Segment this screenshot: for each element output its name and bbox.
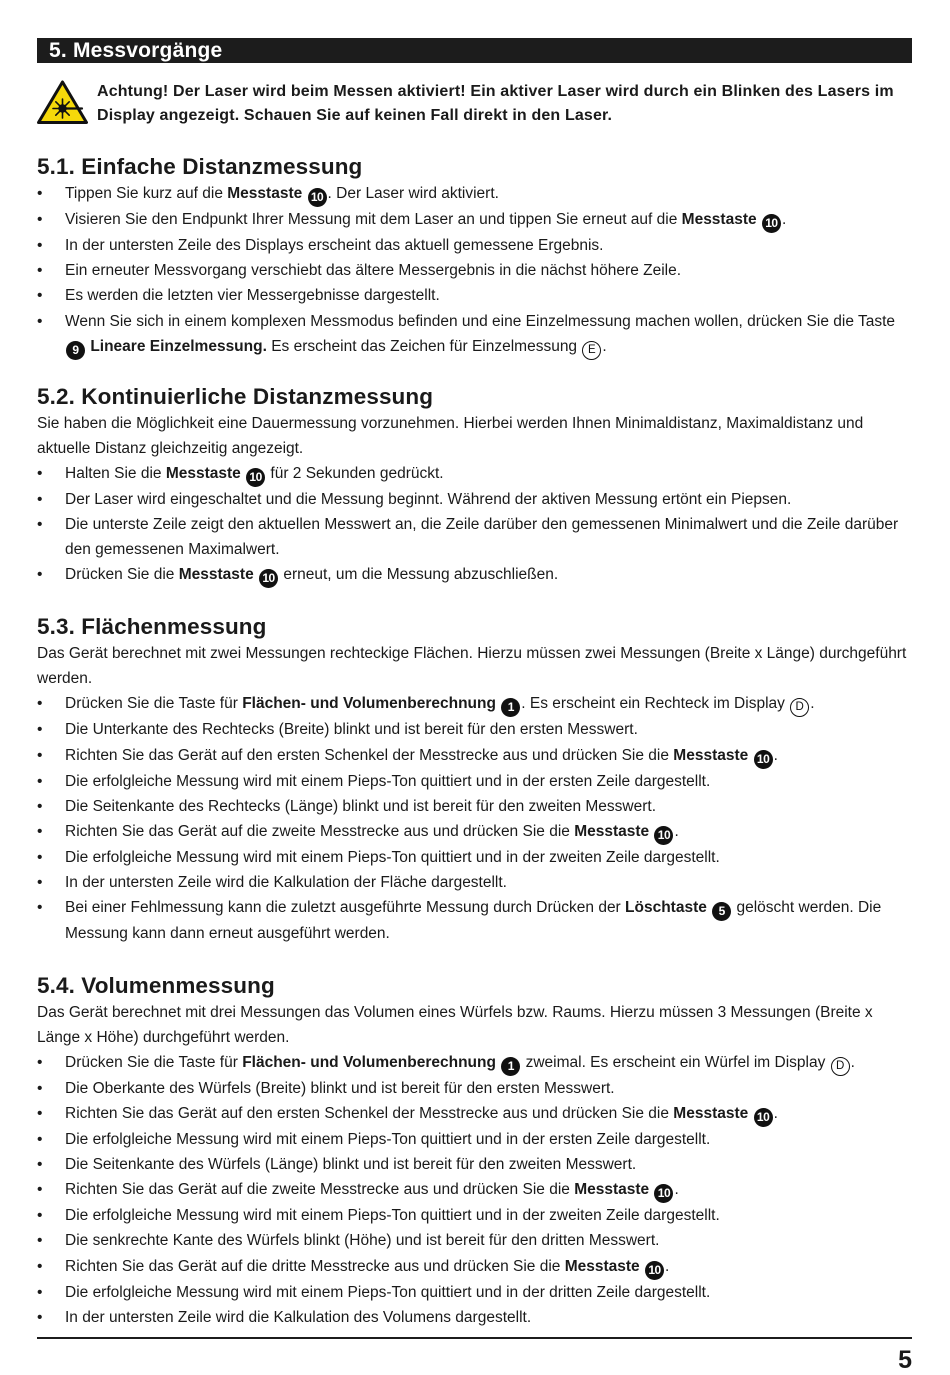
bold-term: Messtaste	[564, 1257, 640, 1275]
chapter-title-bar	[37, 38, 912, 63]
list-item: • In der untersten Zeile wird die Kalkulation der Fläche dargestellt.	[37, 870, 912, 895]
bullet-list	[37, 691, 912, 946]
key-number-badge: 10	[654, 1184, 673, 1203]
key-number-badge: 5	[712, 902, 731, 921]
key-number-badge: 1	[501, 698, 520, 717]
section-heading: 5.4. Volumenmessung	[37, 972, 275, 998]
section-heading: 5.3. Flächenmessung	[37, 614, 267, 640]
bold-term: Messtaste	[574, 823, 650, 841]
key-number-badge: 10	[246, 468, 265, 487]
display-letter-badge: E	[582, 341, 601, 360]
list-item: • Richten Sie das Gerät auf die zweite Messtrecke aus und drücken Sie die Messtaste 10 .	[37, 1177, 912, 1203]
list-item: • Die Seitenkante des Würfels (Länge) blinkt und ist bereit für den zweiten Messwert.	[37, 1152, 912, 1177]
list-item: • Die senkrechte Kante des Würfels blinkt (Höhe) und ist bereit für den dritten Messwert.	[37, 1228, 912, 1253]
key-number-badge: 10	[645, 1261, 664, 1280]
list-item: • Die erfolgleiche Messung wird mit einem Pieps-Ton quittiert und in der zweiten Zeile dargestellt.	[37, 845, 912, 870]
section-5-4	[37, 972, 912, 1330]
bold-term: Löschtaste	[625, 899, 707, 917]
section-heading: 5.1. Einfache Distanzmessung	[37, 154, 363, 179]
list-item: • Die Oberkante des Würfels (Breite) blinkt und ist bereit für den ersten Messwert.	[37, 1076, 912, 1101]
bold-term: Flächen- und Volumenberechnung	[242, 1053, 496, 1071]
list-item: • Tippen Sie kurz auf die Messtaste 10 . Der Laser wird aktiviert.	[37, 181, 912, 207]
list-item: • Die erfolgleiche Messung wird mit einem Pieps-Ton quittiert und in der ersten Zeile dargestellt.	[37, 1127, 912, 1152]
manual-page	[37, 38, 912, 1330]
bold-term: Flächen- und Volumenberechnung	[242, 695, 496, 713]
list-item: • Es werden die letzten vier Messergebnisse dargestellt.	[37, 283, 912, 308]
section-intro: Das Gerät berechnet mit zwei Messungen rechteckige Flächen. Hierzu müssen zwei Messungen (Breite x Länge) durchgeführt werden.	[37, 645, 907, 688]
list-item: • Die erfolgleiche Messung wird mit einem Pieps-Ton quittiert und in der zweiten Zeile dargestellt.	[37, 1203, 912, 1228]
bold-term: Messtaste	[178, 566, 254, 584]
laser-warning-icon	[37, 80, 88, 124]
list-item: • Drücken Sie die Taste für Flächen- und Volumenberechnung 1 zweimal. Es erscheint ein Würfel im Display D .	[37, 1050, 912, 1076]
list-item: • Richten Sie das Gerät auf die dritte Messtrecke aus und drücken Sie die Messtaste 10 .	[37, 1254, 912, 1280]
bold-term: Messtaste	[574, 1181, 650, 1199]
list-item: • Halten Sie die Messtaste 10 für 2 Sekunden gedrückt.	[37, 461, 912, 487]
warning-text: Achtung! Der Laser wird beim Messen aktiviert! Ein aktiver Laser wird durch ein Blinken des Lasers im Display angezeigt. Schauen Sie auf keinen Fall direkt in den Laser.	[97, 83, 894, 124]
list-item: • Die Seitenkante des Rechtecks (Länge) blinkt und ist bereit für den zweiten Messwert.	[37, 794, 912, 819]
key-number-badge: 1	[501, 1057, 520, 1076]
list-item: • Die erfolgleiche Messung wird mit einem Pieps-Ton quittiert und in der dritten Zeile dargestellt.	[37, 1280, 912, 1305]
list-item: • Wenn Sie sich in einem komplexen Messmodus befinden und eine Einzelmessung machen wollen, drücken Sie die Taste 9 Lineare Einzelmessung. Es erscheint das Zeichen für Einzelmessung E .	[37, 309, 912, 360]
key-number-badge: 10	[754, 750, 773, 769]
display-letter-badge: D	[831, 1057, 850, 1076]
section-intro: Das Gerät berechnet mit drei Messungen das Volumen eines Würfels bzw. Raums. Hierzu müssen 3 Messungen (Breite x Länge x Höhe) durchgeführt werden.	[37, 1003, 873, 1046]
list-item: • Die erfolgleiche Messung wird mit einem Pieps-Ton quittiert und in der ersten Zeile dargestellt.	[37, 769, 912, 794]
section-heading: 5.2. Kontinuierliche Distanzmessung	[37, 383, 434, 409]
list-item: • Die Unterkante des Rechtecks (Breite) blinkt und ist bereit für den ersten Messwert.	[37, 717, 912, 742]
bold-term: Messtaste	[165, 464, 241, 482]
bullet-list	[37, 181, 912, 360]
section-intro: Sie haben die Möglichkeit eine Dauermessung vorzunehmen. Hierbei werden Ihnen Minimaldistanz, Maximaldistanz und aktuelle Distanz gleichzeitig angezeigt.	[37, 414, 864, 457]
list-item: • Drücken Sie die Taste für Flächen- und Volumenberechnung 1 . Es erscheint ein Rechteck im Display D .	[37, 691, 912, 717]
list-item: • Der Laser wird eingeschaltet und die Messung beginnt. Während der aktiven Messung ertönt ein Piepsen.	[37, 487, 912, 512]
list-item: • Richten Sie das Gerät auf den ersten Schenkel der Messtrecke aus und drücken Sie die Messtaste 10 .	[37, 1101, 912, 1127]
bold-term: Messtaste	[681, 211, 757, 228]
key-number-badge: 10	[308, 188, 327, 207]
list-item: • Die unterste Zeile zeigt den aktuellen Messwert an, die Zeile darüber den gemessenen Minimalwert und die Zeile darüber den gemessenen Maximalwert.	[37, 512, 912, 562]
list-item: • In der untersten Zeile wird die Kalkulation des Volumens dargestellt.	[37, 1305, 912, 1330]
list-item: • Visieren Sie den Endpunkt Ihrer Messung mit dem Laser an und tippen Sie erneut auf die Messtaste 10 .	[37, 207, 912, 233]
page-number: 5	[898, 1346, 912, 1374]
list-item: • Ein erneuter Messvorgang verschiebt das ältere Messergebnis in die nächst höhere Zeile.	[37, 258, 912, 283]
section-5-2	[37, 383, 912, 589]
key-number-badge: 9	[66, 341, 85, 360]
bold-term: Messtaste	[673, 1104, 749, 1122]
bullet-list	[37, 1050, 912, 1330]
bold-term: Messtaste	[227, 185, 303, 202]
key-number-badge: 10	[259, 569, 278, 588]
display-letter-badge: D	[790, 698, 809, 717]
section-5-1	[37, 153, 912, 360]
footer-rule	[37, 1337, 912, 1339]
section-5-3	[37, 613, 912, 946]
key-number-badge: 10	[754, 1108, 773, 1127]
list-item: • In der untersten Zeile des Displays erscheint das aktuell gemessene Ergebnis.	[37, 233, 912, 258]
bullet-list	[37, 461, 912, 589]
list-item: • Richten Sie das Gerät auf die zweite Messtrecke aus und drücken Sie die Messtaste 10 .	[37, 819, 912, 845]
list-item: • Richten Sie das Gerät auf den ersten Schenkel der Messtrecke aus und drücken Sie die Messtaste 10 .	[37, 743, 912, 769]
bold-term: Lineare Einzelmessung.	[90, 337, 267, 355]
list-item: • Bei einer Fehlmessung kann die zuletzt ausgeführte Messung durch Drücken der Löschtaste 5 gelöscht werden. Die Messung kann dann erneut ausgeführt werden.	[37, 895, 912, 946]
key-number-badge: 10	[762, 214, 781, 233]
key-number-badge: 10	[654, 826, 673, 845]
chapter-title: 5. Messvorgänge	[49, 39, 223, 62]
bold-term: Messtaste	[673, 746, 749, 764]
laser-warning	[37, 80, 912, 127]
list-item: • Drücken Sie die Messtaste 10 erneut, um die Messung abzuschließen.	[37, 562, 912, 588]
